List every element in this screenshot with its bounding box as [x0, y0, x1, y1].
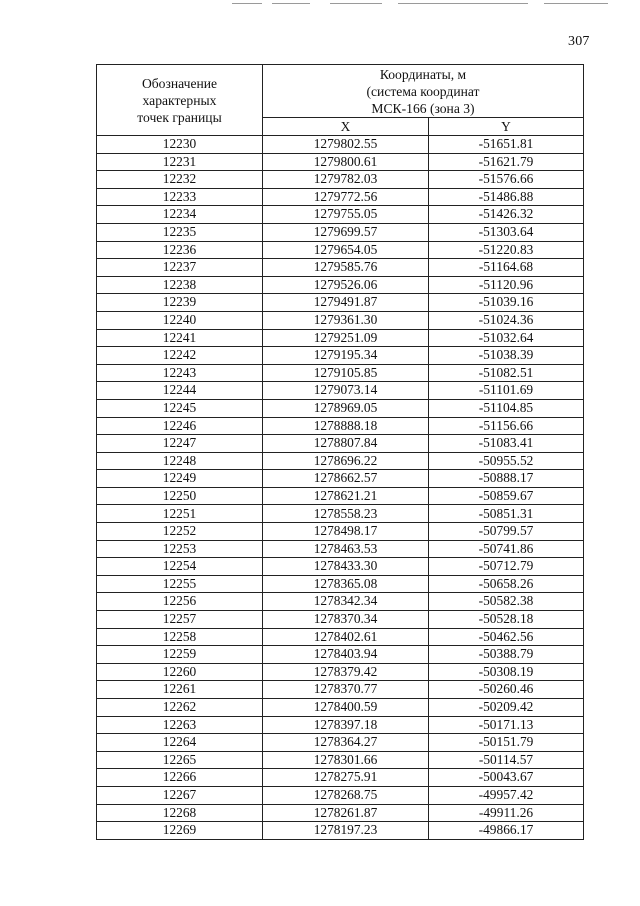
y-coordinate-cell: -51104.85: [429, 399, 584, 417]
table-row: [97, 241, 584, 259]
table-row: [97, 417, 584, 435]
table-row: [97, 575, 584, 593]
point-id-cell: 12230: [97, 136, 263, 154]
x-coordinate-cell: 1279195.34: [263, 347, 429, 365]
table-row: [97, 751, 584, 769]
table-row: [97, 593, 584, 611]
x-coordinate-cell: 1278197.23: [263, 822, 429, 840]
table-row: [97, 294, 584, 312]
point-id-cell: 12260: [97, 663, 263, 681]
y-coordinate-cell: -51156.66: [429, 417, 584, 435]
y-coordinate-cell: -49866.17: [429, 822, 584, 840]
y-coordinate-cell: -51621.79: [429, 153, 584, 171]
x-coordinate-cell: 1278370.77: [263, 681, 429, 699]
point-id-cell: 12248: [97, 452, 263, 470]
point-id-cell: 12262: [97, 699, 263, 717]
point-id-cell: 12236: [97, 241, 263, 259]
y-coordinate-cell: -50658.26: [429, 575, 584, 593]
x-coordinate-cell: 1278261.87: [263, 804, 429, 822]
y-coordinate-cell: -49911.26: [429, 804, 584, 822]
x-coordinate-cell: 1279073.14: [263, 382, 429, 400]
x-coordinate-cell: 1278662.57: [263, 470, 429, 488]
y-coordinate-cell: -51120.96: [429, 276, 584, 294]
x-coordinate-cell: 1279654.05: [263, 241, 429, 259]
y-coordinate-cell: -51486.88: [429, 188, 584, 206]
y-coordinate-cell: -50388.79: [429, 646, 584, 664]
header-coords-label: Координаты, м (система координат МСК-166 (зона 3): [263, 65, 584, 118]
point-id-cell: 12269: [97, 822, 263, 840]
point-id-cell: 12246: [97, 417, 263, 435]
table-row: [97, 153, 584, 171]
x-coordinate-cell: 1278379.42: [263, 663, 429, 681]
table-row: [97, 364, 584, 382]
y-coordinate-cell: -49957.42: [429, 786, 584, 804]
point-id-cell: 12252: [97, 523, 263, 541]
y-coordinate-cell: -50308.19: [429, 663, 584, 681]
y-coordinate-cell: -50528.18: [429, 611, 584, 629]
x-coordinate-cell: 1278275.91: [263, 769, 429, 787]
x-coordinate-cell: 1279772.56: [263, 188, 429, 206]
top-rule-2: [272, 3, 310, 4]
x-coordinate-cell: 1279526.06: [263, 276, 429, 294]
point-id-cell: 12253: [97, 540, 263, 558]
y-coordinate-cell: -50955.52: [429, 452, 584, 470]
table-row: [97, 505, 584, 523]
point-id-cell: 12261: [97, 681, 263, 699]
y-coordinate-cell: -51024.36: [429, 311, 584, 329]
table-row: [97, 347, 584, 365]
x-coordinate-cell: 1279361.30: [263, 311, 429, 329]
y-coordinate-cell: -51101.69: [429, 382, 584, 400]
header-x: X: [263, 118, 429, 136]
table-row: [97, 646, 584, 664]
y-coordinate-cell: -51039.16: [429, 294, 584, 312]
point-id-cell: 12237: [97, 259, 263, 277]
table-row: [97, 188, 584, 206]
point-id-cell: 12256: [97, 593, 263, 611]
table-row: [97, 171, 584, 189]
x-coordinate-cell: 1279782.03: [263, 171, 429, 189]
point-id-cell: 12265: [97, 751, 263, 769]
point-id-cell: 12266: [97, 769, 263, 787]
table-row: [97, 487, 584, 505]
top-rule-4: [398, 3, 528, 4]
point-id-cell: 12245: [97, 399, 263, 417]
y-coordinate-cell: -51082.51: [429, 364, 584, 382]
point-id-cell: 12254: [97, 558, 263, 576]
table-row: [97, 452, 584, 470]
y-coordinate-cell: -50888.17: [429, 470, 584, 488]
point-id-cell: 12238: [97, 276, 263, 294]
x-coordinate-cell: 1279105.85: [263, 364, 429, 382]
top-rule-5: [544, 3, 608, 4]
table-row: [97, 276, 584, 294]
top-rule-3: [330, 3, 382, 4]
table-row: [97, 558, 584, 576]
x-coordinate-cell: 1278969.05: [263, 399, 429, 417]
table-row: [97, 681, 584, 699]
y-coordinate-cell: -50859.67: [429, 487, 584, 505]
point-id-cell: 12268: [97, 804, 263, 822]
y-coordinate-cell: -50209.42: [429, 699, 584, 717]
table-row: [97, 786, 584, 804]
table-row: [97, 540, 584, 558]
point-id-cell: 12244: [97, 382, 263, 400]
y-coordinate-cell: -50171.13: [429, 716, 584, 734]
point-id-cell: 12258: [97, 628, 263, 646]
table-row: [97, 259, 584, 277]
y-coordinate-cell: -50462.56: [429, 628, 584, 646]
x-coordinate-cell: 1279800.61: [263, 153, 429, 171]
x-coordinate-cell: 1278403.94: [263, 646, 429, 664]
point-id-cell: 12242: [97, 347, 263, 365]
point-id-cell: 12251: [97, 505, 263, 523]
header-point-label: Обозначение характерных точек границы: [97, 65, 263, 136]
table-row: [97, 663, 584, 681]
page-number: 307: [568, 34, 590, 49]
y-coordinate-cell: -50151.79: [429, 734, 584, 752]
point-id-cell: 12235: [97, 223, 263, 241]
x-coordinate-cell: 1278433.30: [263, 558, 429, 576]
y-coordinate-cell: -51651.81: [429, 136, 584, 154]
table-row: [97, 435, 584, 453]
x-coordinate-cell: 1278342.34: [263, 593, 429, 611]
point-id-cell: 12264: [97, 734, 263, 752]
x-coordinate-cell: 1278268.75: [263, 786, 429, 804]
point-id-cell: 12240: [97, 311, 263, 329]
table-body: [97, 136, 584, 840]
x-coordinate-cell: 1278402.61: [263, 628, 429, 646]
point-id-cell: 12259: [97, 646, 263, 664]
point-id-cell: 12267: [97, 786, 263, 804]
table-row: [97, 223, 584, 241]
y-coordinate-cell: -50851.31: [429, 505, 584, 523]
top-rule-1: [232, 3, 262, 4]
y-coordinate-cell: -51426.32: [429, 206, 584, 224]
x-coordinate-cell: 1279251.09: [263, 329, 429, 347]
table-row: [97, 206, 584, 224]
x-coordinate-cell: 1278888.18: [263, 417, 429, 435]
x-coordinate-cell: 1278558.23: [263, 505, 429, 523]
point-id-cell: 12249: [97, 470, 263, 488]
table-row: [97, 470, 584, 488]
table-row: [97, 136, 584, 154]
x-coordinate-cell: 1278463.53: [263, 540, 429, 558]
header-y: Y: [429, 118, 584, 136]
y-coordinate-cell: -50741.86: [429, 540, 584, 558]
coordinates-table: [96, 64, 584, 840]
table-row: [97, 329, 584, 347]
table-row: [97, 628, 584, 646]
x-coordinate-cell: 1278621.21: [263, 487, 429, 505]
y-coordinate-cell: -50043.67: [429, 769, 584, 787]
x-coordinate-cell: 1279802.55: [263, 136, 429, 154]
x-coordinate-cell: 1278365.08: [263, 575, 429, 593]
y-coordinate-cell: -51083.41: [429, 435, 584, 453]
table-row: [97, 804, 584, 822]
table-row: [97, 523, 584, 541]
point-id-cell: 12239: [97, 294, 263, 312]
y-coordinate-cell: -50712.79: [429, 558, 584, 576]
table-row: [97, 399, 584, 417]
point-id-cell: 12233: [97, 188, 263, 206]
point-id-cell: 12250: [97, 487, 263, 505]
table-row: [97, 734, 584, 752]
table-row: [97, 716, 584, 734]
table-row: [97, 311, 584, 329]
y-coordinate-cell: -51303.64: [429, 223, 584, 241]
x-coordinate-cell: 1279491.87: [263, 294, 429, 312]
y-coordinate-cell: -50260.46: [429, 681, 584, 699]
y-coordinate-cell: -51220.83: [429, 241, 584, 259]
y-coordinate-cell: -51038.39: [429, 347, 584, 365]
x-coordinate-cell: 1279755.05: [263, 206, 429, 224]
y-coordinate-cell: -50799.57: [429, 523, 584, 541]
point-id-cell: 12232: [97, 171, 263, 189]
table-row: [97, 611, 584, 629]
x-coordinate-cell: 1278301.66: [263, 751, 429, 769]
x-coordinate-cell: 1278364.27: [263, 734, 429, 752]
point-id-cell: 12255: [97, 575, 263, 593]
x-coordinate-cell: 1279699.57: [263, 223, 429, 241]
x-coordinate-cell: 1278696.22: [263, 452, 429, 470]
y-coordinate-cell: -51032.64: [429, 329, 584, 347]
x-coordinate-cell: 1278400.59: [263, 699, 429, 717]
y-coordinate-cell: -51164.68: [429, 259, 584, 277]
point-id-cell: 12257: [97, 611, 263, 629]
point-id-cell: 12263: [97, 716, 263, 734]
point-id-cell: 12234: [97, 206, 263, 224]
table-row: [97, 769, 584, 787]
x-coordinate-cell: 1278397.18: [263, 716, 429, 734]
x-coordinate-cell: 1278498.17: [263, 523, 429, 541]
x-coordinate-cell: 1279585.76: [263, 259, 429, 277]
point-id-cell: 12241: [97, 329, 263, 347]
x-coordinate-cell: 1278807.84: [263, 435, 429, 453]
table-row: [97, 382, 584, 400]
point-id-cell: 12247: [97, 435, 263, 453]
x-coordinate-cell: 1278370.34: [263, 611, 429, 629]
table-row: [97, 699, 584, 717]
table-row: [97, 822, 584, 840]
point-id-cell: 12243: [97, 364, 263, 382]
y-coordinate-cell: -50114.57: [429, 751, 584, 769]
y-coordinate-cell: -51576.66: [429, 171, 584, 189]
y-coordinate-cell: -50582.38: [429, 593, 584, 611]
point-id-cell: 12231: [97, 153, 263, 171]
